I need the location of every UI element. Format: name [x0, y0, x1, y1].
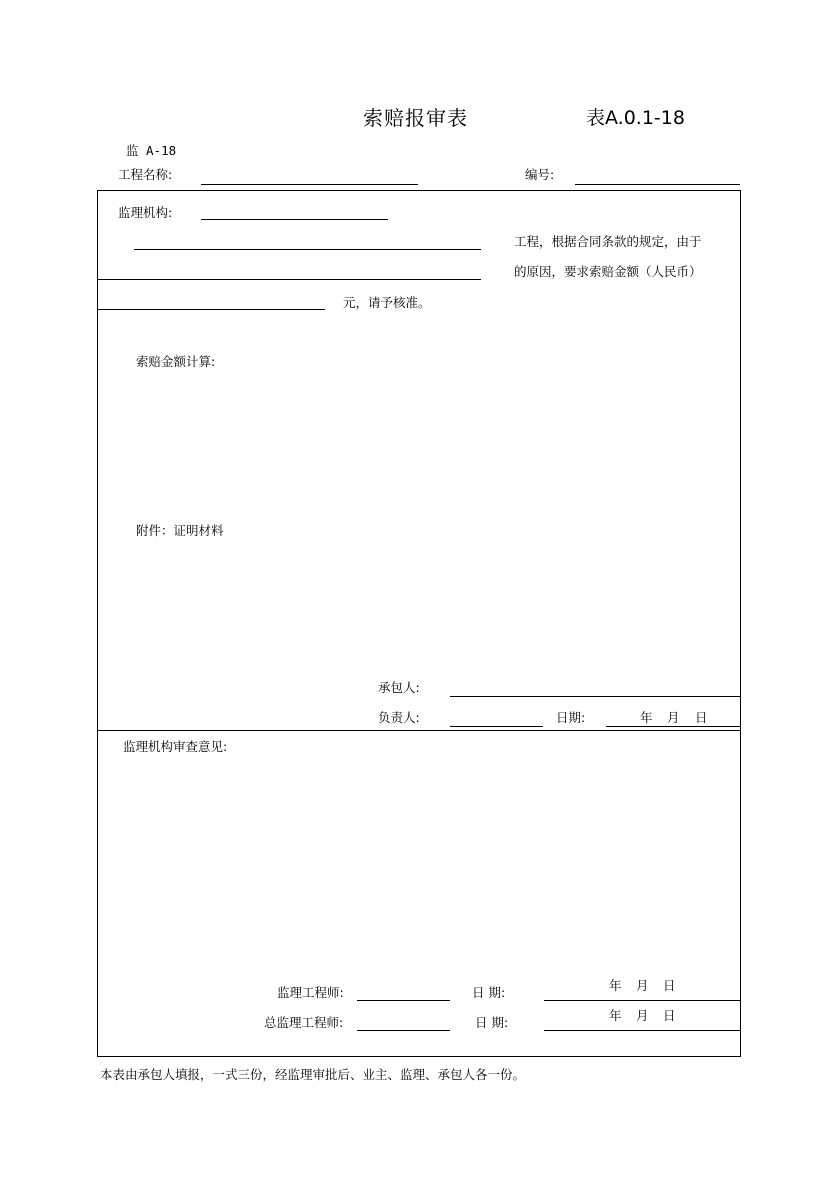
claim-date-label: 日期:: [556, 710, 586, 725]
claim-month: 月: [667, 710, 680, 725]
engineer-day: 日: [663, 978, 676, 993]
chief-year: 年: [609, 1008, 622, 1023]
responsible-field[interactable]: [450, 726, 543, 727]
responsible-label: 负责人:: [378, 710, 420, 725]
chief-date-label: 日 期:: [475, 1015, 509, 1030]
chief-date-field[interactable]: [544, 1030, 740, 1031]
form-table: [97, 190, 741, 1057]
project-name-label: 工程名称:: [118, 167, 173, 182]
chief-day: 日: [663, 1008, 676, 1023]
amount-field[interactable]: [98, 309, 325, 310]
form-code: 表A.0.1-18: [586, 107, 685, 129]
attachment-label: 附件：证明材料: [136, 523, 224, 538]
number-label: 编号:: [525, 167, 555, 182]
contractor-field[interactable]: [450, 696, 740, 697]
engineer-year: 年: [609, 978, 622, 993]
chief-engineer-label: 总监理工程师:: [264, 1015, 344, 1030]
form-title: 索赔报审表: [363, 106, 468, 130]
claim-text-2: 的原因，要求索赔金额（人民币）: [514, 264, 702, 279]
engineer-month: 月: [636, 978, 649, 993]
number-field[interactable]: [575, 184, 740, 185]
section-divider: [97, 730, 741, 731]
claim-text-3: 元，请予核准。: [343, 295, 431, 310]
engineer-field[interactable]: [357, 1000, 450, 1001]
review-opinion-label: 监理机构审查意见:: [123, 739, 228, 754]
claim-day: 日: [695, 710, 708, 725]
footer-note: 本表由承包人填报，一式三份，经监理审批后、业主、监理、承包人各一份。: [100, 1067, 526, 1082]
supervisor-org-label: 监理机构:: [118, 205, 173, 220]
reason-field[interactable]: [98, 279, 481, 280]
engineer-date-field[interactable]: [544, 1000, 740, 1001]
contractor-label: 承包人:: [378, 680, 420, 695]
engineer-label: 监理工程师:: [277, 985, 344, 1000]
chief-engineer-field[interactable]: [357, 1030, 450, 1031]
chief-month: 月: [636, 1008, 649, 1023]
claim-calc-label: 索赔金额计算:: [136, 354, 216, 369]
engineer-date-label: 日 期:: [472, 985, 506, 1000]
project-blank-field[interactable]: [134, 249, 481, 250]
form-series: 监 A-18: [126, 143, 177, 158]
claim-date-field[interactable]: [606, 726, 740, 727]
supervisor-org-field[interactable]: [201, 219, 388, 220]
project-name-field[interactable]: [201, 184, 418, 185]
claim-year: 年: [640, 710, 653, 725]
claim-text-1: 工程，根据合同条款的规定，由于: [514, 234, 702, 249]
